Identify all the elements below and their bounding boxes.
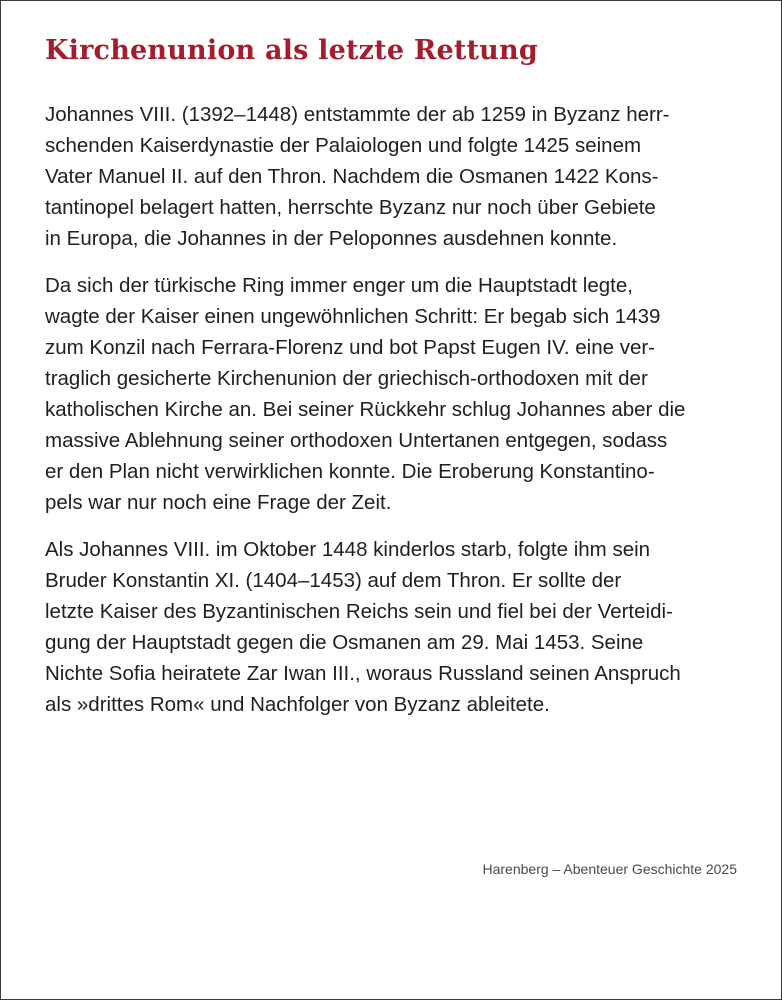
text-line: Bruder Konstantin XI. (1404–1453) auf dem Thron. Er sollte der: [45, 569, 622, 592]
page-title: Kirchenunion als letzte Rettung: [45, 35, 538, 66]
text-line: in Europa, die Johannes in der Peloponnes ausdehnen konnte.: [45, 227, 618, 250]
text-line: tantinopel belagert hatten, herrschte Byzanz nur noch über Gebiete: [45, 196, 656, 219]
text-line: Da sich der türkische Ring immer enger um die Hauptstadt legte,: [45, 274, 633, 297]
text-line: massive Ablehnung seiner orthodoxen Untertanen entgegen, sodass: [45, 429, 668, 452]
paragraph-2: [45, 270, 745, 518]
article-body: [45, 99, 745, 736]
text-line: Johannes VIII. (1392–1448) entstammte der ab 1259 in Byzanz herr-: [45, 103, 670, 126]
text-line: als »drittes Rom« und Nachfolger von Byzanz ableitete.: [45, 693, 550, 716]
paragraph-3: [45, 534, 745, 720]
text-line: traglich gesicherte Kirchenunion der griechisch-orthodoxen mit der: [45, 367, 648, 390]
text-line: zum Konzil nach Ferrara-Florenz und bot Papst Eugen IV. eine ver-: [45, 336, 656, 359]
paragraph-1: [45, 99, 745, 254]
publisher-footer: Harenberg – Abenteuer Geschichte 2025: [482, 861, 737, 877]
text-line: pels war nur noch eine Frage der Zeit.: [45, 491, 392, 514]
text-line: wagte der Kaiser einen ungewöhnlichen Schritt: Er begab sich 1439: [45, 305, 661, 328]
text-line: katholischen Kirche an. Bei seiner Rückkehr schlug Johannes aber die: [45, 398, 686, 421]
text-line: letzte Kaiser des Byzantinischen Reichs sein und fiel bei der Verteidi-: [45, 600, 673, 623]
text-line: gung der Hauptstadt gegen die Osmanen am 29. Mai 1453. Seine: [45, 631, 644, 654]
text-line: Vater Manuel II. auf den Thron. Nachdem die Osmanen 1422 Kons-: [45, 165, 659, 188]
text-line: Nichte Sofia heiratete Zar Iwan III., woraus Russland seinen Anspruch: [45, 662, 681, 685]
text-line: schenden Kaiserdynastie der Palaiologen und folgte 1425 seinem: [45, 134, 642, 157]
text-line: Als Johannes VIII. im Oktober 1448 kinderlos starb, folgte ihm sein: [45, 538, 651, 561]
text-line: er den Plan nicht verwirklichen konnte. Die Eroberung Konstantino-: [45, 460, 655, 483]
